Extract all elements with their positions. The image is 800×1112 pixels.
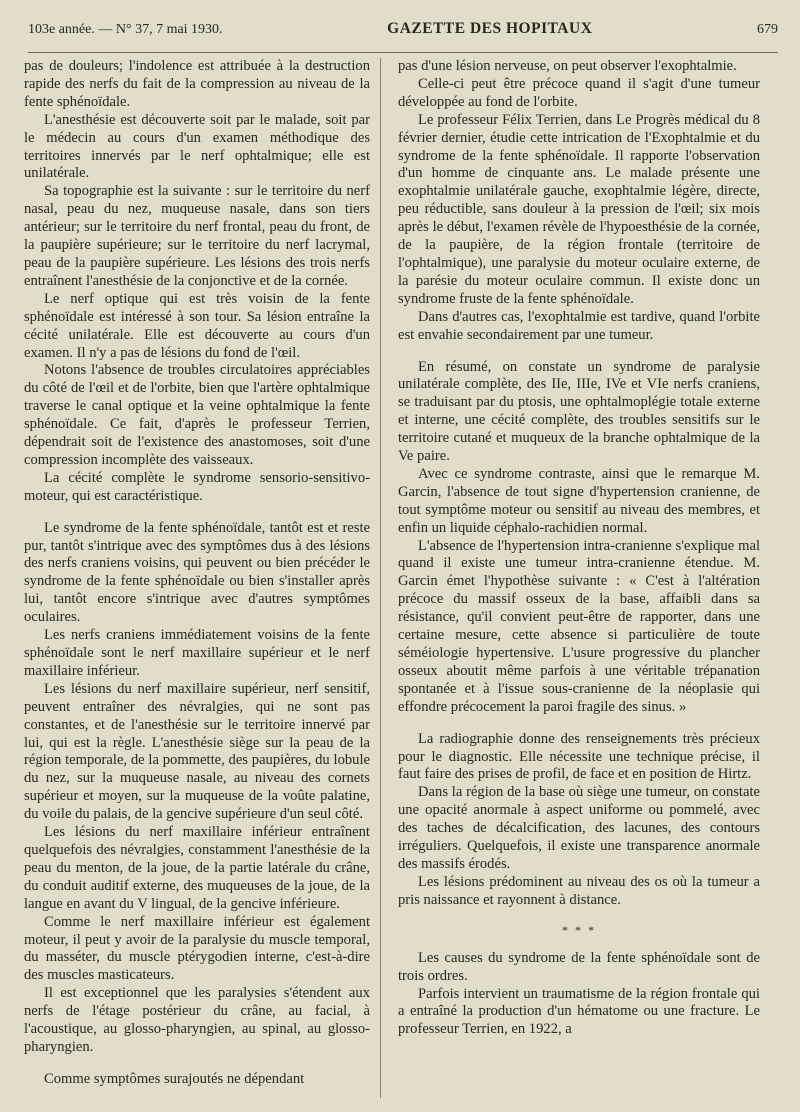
- paragraph: Celle-ci peut être précoce quand il s'agit d'une tumeur développée au fond de l'orbite.: [398, 75, 760, 110]
- paragraph: pas d'une lésion nerveuse, on peut observer l'exophtalmie.: [398, 58, 737, 74]
- paragraph: Comme le nerf maxillaire inférieur est également moteur, il peut y avoir de la paralysie du muscle temporal, du masséter, du muscle ptérygodien interne, c'est-à-dire des muscles masticateurs.: [24, 913, 370, 984]
- page-header: [28, 20, 778, 53]
- paragraph-gap: [398, 717, 760, 731]
- paragraph: Les causes du syndrome de la fente sphénoïdale sont de trois ordres.: [398, 949, 760, 984]
- paragraph: Sa topographie est la suivante : sur le territoire du nerf nasal, peau du nez, muqueuse nasale, dans son tiers antérieur; sur le territoire du nerf frontal, peau du front, de la paupière supérieure; sur le territoire du nerf lacrymal, peau de la paupière supérieure. Les lésions des trois nerfs entraînent l'anesthésie de la conjonctive et de la cornée.: [24, 183, 370, 289]
- section-separator: * * *: [562, 922, 596, 937]
- paragraph: Notons l'absence de troubles circulatoires appréciables du côté de l'œil et de l'orbite, bien que l'artère ophtalmique traverse le canal optique et la veine ophtalmique la fente sphénoïdale. Ce fait, d'après le professeur Terrien, dépendrait soit de l'existence des anastomoses, soit d'une compression incomplète des vaisseaux.: [24, 362, 370, 468]
- paragraph: Les lésions prédominent au niveau des os où la tumeur a pris naissance et rayonnent à distance.: [398, 873, 760, 908]
- paragraph-gap: [398, 936, 760, 950]
- paragraph: Les lésions du nerf maxillaire inférieur entraînent quelquefois des névralgies, constamment l'anesthésie de la peau du menton, de la joue, de la partie latérale du crâne, du conduit auditif externe, des muqueuses de la joue, de la langue en avant du V lingual, de la gencive inférieure.: [24, 824, 370, 912]
- paragraph: La radiographie donne des renseignements très précieux pour le diagnostic. Elle nécessite une technique précise, il faut faire des prises de profil, de face et en position de Hirtz.: [398, 730, 760, 783]
- page-number: 679: [756, 22, 778, 37]
- paragraph: Il est exceptionnel que les paralysies s'étendent aux nerfs de l'étage postérieur du crâne, au facial, à l'acoustique, au glosso-pharyngien, au spinal, au glosso-pharyngien.: [24, 985, 370, 1055]
- paragraph: L'anesthésie est découverte soit par le malade, soit par le médecin au cours d'un examen méthodique des territoires innervés par le nerf ophtalmique; elle est unilatérale.: [24, 111, 370, 182]
- left-column: [24, 58, 370, 1089]
- paragraph: Dans la région de la base où siège une tumeur, on constate une opacité anormale à aspect uniforme ou pommelé, avec des taches de décalcification, des lacunes, des contours irréguliers. Quelquefois, il existe une transparence anormale des massifs érodés.: [398, 784, 760, 872]
- paragraph-gap: [398, 910, 760, 924]
- right-column: [398, 58, 760, 1039]
- paragraph: Les lésions du nerf maxillaire supérieur, nerf sensitif, peuvent entraîner des névralgies, qui ne sont pas constantes, et de l'anesthésie sur le territoire innervé par lui, qui est la règle. L'anesthésie siège sur la peau de la région temporale, de la pommette, des paupières, du lobule du nez, sur la muqueuse nasale, au niveau des cornets supérieur et moyen, sur la muqueuse de la voûte palatine, du voile du palais, de la gencive supérieure d'un seul côté.: [24, 680, 370, 823]
- journal-title: GAZETTE DES HOPITAUX: [387, 20, 593, 37]
- paragraph: Comme symptômes surajoutés ne dépendant: [44, 1070, 305, 1087]
- paragraph-gap: [24, 506, 370, 520]
- paragraph: Le syndrome de la fente sphénoïdale, tantôt est et reste pur, tantôt s'intrique avec des symptômes dus à des lésions des nerfs craniens voisins, qui peuvent ou bien précéder le syndrome de la fente sphénoïdale ou bien s'installer après lui, tantôt encore s'intrique avec d'autres symptômes oculaires.: [24, 519, 370, 626]
- paragraph: La cécité complète le syndrome sensorio-sensitivo-moteur, qui est caractéristique.: [24, 469, 370, 504]
- paragraph: Parfois intervient un traumatisme de la région frontale qui a entraîné la production d'un hématome ou une fracture. Le professeur Terrien, en 1922, a: [398, 985, 760, 1038]
- paragraph: En résumé, on constate un syndrome de paralysie unilatérale complète, des IIe, IIIe, IVe et VIe nerfs craniens, se traduisant par du ptosis, une ophtalmoplégie totale externe et interne, une cécité complète, des troubles sensitifs sur le territoire cutané et muqueux de la branche ophtalmique de la Ve paire.: [398, 358, 760, 465]
- paragraph: Le professeur Félix Terrien, dans Le Progrès médical du 8 février dernier, étudie cette intrication de l'Exophtalmie et du syndrome de la fente sphénoïdale. Il rapporte l'observation d'un homme de cinquante ans. Le malade présente une exophtalmie unilatérale gauche, exophtalmie légère, directe, peu réductible, sans douleur à la pression de l'œil; six mois après le début, l'examen révèle de l'hypoesthésie de la cornée, de la paupière, de la région frontale (territoire de l'ophtalmique), une paralysie du moteur oculaire externe, de la parésie du moteur oculaire commun. Il existe donc un syndrome fruste de la fente sphénoïdale.: [398, 111, 760, 307]
- paragraph: Avec ce syndrome contraste, ainsi que le remarque M. Garcin, l'absence de tout signe d'hypertension cranienne, de tout symptôme moteur ou sensitif au niveau des membres, et enfin un liquide céphalo-rachidien normal.: [398, 465, 760, 536]
- paragraph: Dans d'autres cas, l'exophtalmie est tardive, quand l'orbite est envahie secondairement par une tumeur.: [398, 308, 760, 343]
- column-divider: [380, 58, 381, 1098]
- paragraph: Les nerfs craniens immédiatement voisins de la fente sphénoïdale sont le nerf maxillaire supérieur et le nerf maxillaire inférieur.: [24, 627, 370, 679]
- issue-info: 103e année. — N° 37, 7 mai 1930.: [28, 22, 223, 37]
- paragraph: L'absence de l'hypertension intra-cranienne s'explique mal quand il existe une tumeur intra-cranienne étendue. M. Garcin émet l'hypothèse suivante : « C'est à l'altération précoce du massif osseux de la base, affaibli dans sa résistance, qu'il convient peut-être de rapporter, dans une certaine mesure, cette absence si particulière de toute séméiologie hypertensive. L'usure progressive du plancher osseux aboutit même parfois à une véritable trépanation spontanée et à l'issue sous-cranienne de la néoplasie qui effondre précocement la paroi fragile des sinus. »: [398, 537, 760, 715]
- paragraph-gap: [398, 345, 760, 359]
- paragraph-gap: [24, 1057, 370, 1071]
- paragraph: Le nerf optique qui est très voisin de la fente sphénoïdale est intéressé à son tour. Sa lésion entraîne la cécité unilatérale. Elle est découverte au cours d'un examen. Il n'y a pas de lésions du fond de l'œil.: [24, 290, 370, 361]
- paragraph: pas de douleurs; l'indolence est attribuée à la destruction rapide des nerfs du fait de la compression au niveau de la fente sphénoïdale.: [24, 58, 370, 110]
